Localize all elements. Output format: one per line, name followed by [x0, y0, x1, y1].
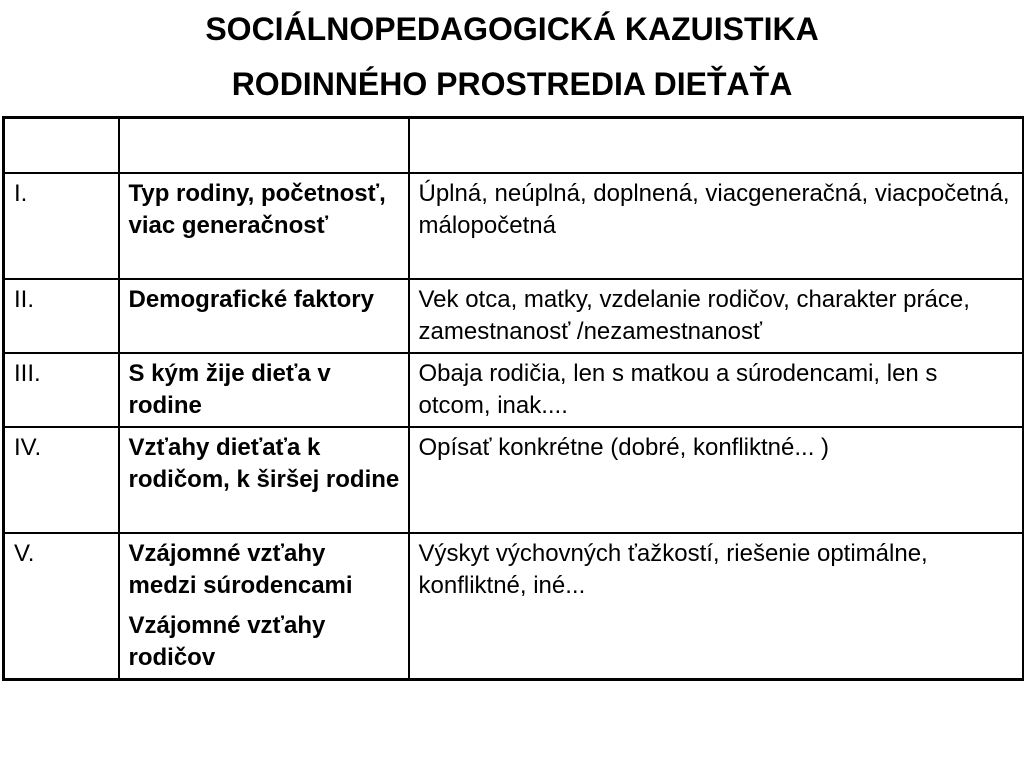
row-number: V. — [4, 533, 119, 680]
header-cell-topic — [119, 118, 409, 173]
row-topic: Vzťahy dieťaťa k rodičom, k širšej rodine — [119, 427, 409, 533]
row-topic: Typ rodiny, početnosť, viac generačnosť — [119, 173, 409, 279]
row-topic — [119, 533, 409, 680]
table-row — [4, 173, 1024, 279]
topic-spacer — [129, 602, 400, 610]
row-topic-line: Vzájomné vzťahy rodičov — [128, 611, 326, 671]
case-study-table — [2, 116, 1024, 681]
header-cell-number — [4, 118, 119, 173]
table-row — [4, 427, 1024, 533]
row-topic: Demografické faktory — [119, 279, 409, 353]
row-number: I. — [4, 173, 119, 279]
row-description: Výskyt výchovných ťažkostí, riešenie optimálne, konfliktné, iné... — [409, 533, 1024, 680]
row-description: Obaja rodičia, len s matkou a súrodencami, len s otcom, inak.... — [409, 353, 1024, 427]
row-topic: S kým žije dieťa v rodine — [119, 353, 409, 427]
header-cell-description — [409, 118, 1024, 173]
row-description: Opísať konkrétne (dobré, konfliktné... ) — [409, 427, 1024, 533]
page-title-line-2: RODINNÉHO PROSTREDIA DIEŤAŤA — [231, 66, 793, 102]
row-number: IV. — [4, 427, 119, 533]
row-number: III. — [4, 353, 119, 427]
page-title — [0, 2, 1024, 112]
row-description: Úplná, neúplná, doplnená, viacgeneračná, viacpočetná, málopočetná — [409, 173, 1024, 279]
row-topic-line: Vzájomné vzťahy medzi súrodencami — [128, 539, 353, 599]
header-row — [4, 118, 1024, 173]
table-row — [4, 353, 1024, 427]
row-description: Vek otca, matky, vzdelanie rodičov, charakter práce, zamestnanosť /nezamestnanosť — [409, 279, 1024, 353]
row-number: II. — [4, 279, 119, 353]
table-row — [4, 279, 1024, 353]
table-row — [4, 533, 1024, 680]
page-title-line-1: SOCIÁLNOPEDAGOGICKÁ KAZUISTIKA — [205, 11, 819, 47]
